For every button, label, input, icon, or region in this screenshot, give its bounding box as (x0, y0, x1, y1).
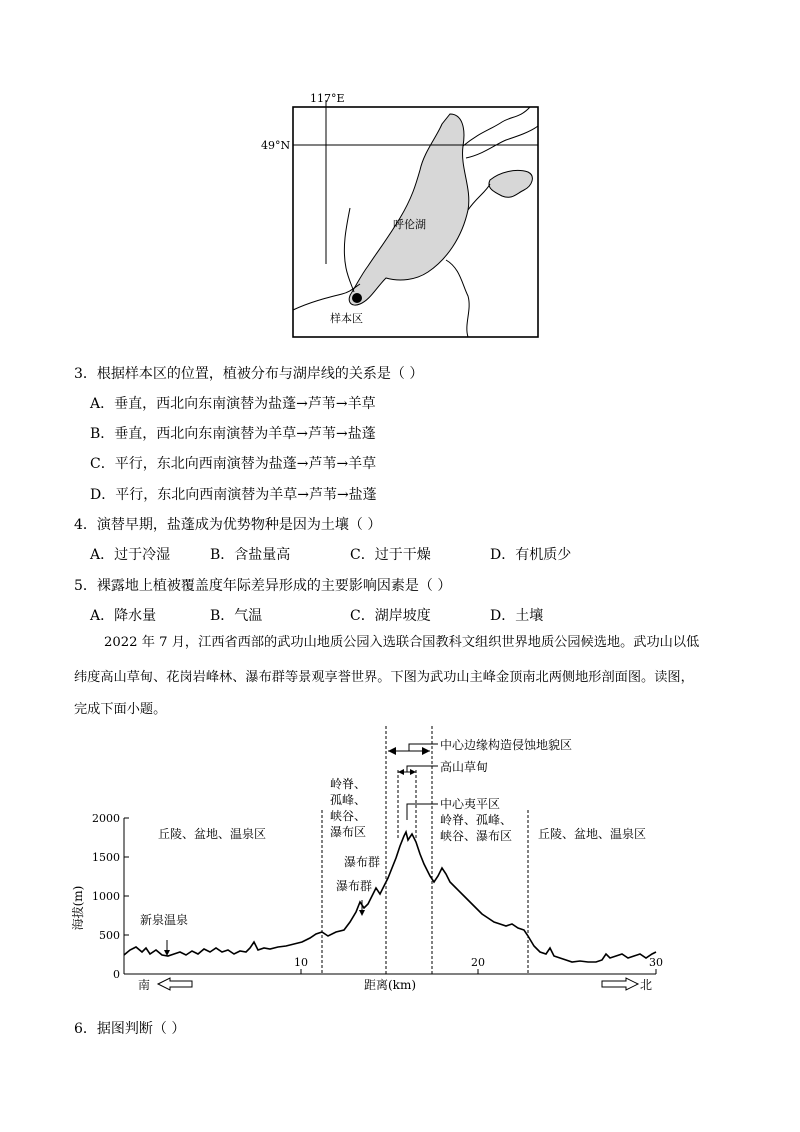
passage-line-3: 完成下面小题。 (74, 702, 167, 717)
q4-option-a: A．过于冷湿 (90, 547, 171, 563)
y-ticks (124, 818, 129, 935)
q5-option-d: D．土壤 (490, 608, 544, 624)
lat-label: 49°N (261, 139, 291, 152)
waterfall-arrowhead (359, 910, 365, 916)
q5-option-b: B．气温 (210, 608, 263, 624)
north-label: 北 (640, 978, 653, 992)
passage-line-1: 2022 年 7 月，江西省西部的武功山地质公园入选联合国教科文组织世界地质公园候选地。武功山以低 (104, 635, 700, 650)
q6-stem: 6．据图判断（ ） (74, 1021, 186, 1037)
q3-option-c: C．平行，东北向西南演替为盐蓬→芦苇→羊草 (90, 456, 377, 472)
zone-ridge-right-2: 峡谷、瀑布区 (440, 829, 513, 843)
meadow-arrow-left (398, 769, 404, 775)
hulun-lake-map (250, 88, 580, 348)
q5-option-a: A．降水量 (90, 608, 157, 624)
x-axis-label: 距离(km) (363, 978, 417, 992)
zone-ridge-left-2: 孤峰、 (330, 793, 367, 807)
zone-ridge-left-4: 瀑布区 (330, 825, 367, 839)
center-margin-arrow-right (422, 747, 430, 755)
river-nw (344, 208, 354, 292)
q4-option-c: C．过于干燥 (350, 547, 431, 563)
q3-stem: 3．根据样本区的位置，植被分布与湖岸线的关系是（ ） (74, 366, 424, 382)
zone-ridge-right-1: 岭脊、孤峰、 (440, 813, 513, 827)
q3-option-b: B．垂直，西北向东南演替为羊草→芦苇→盐蓬 (90, 426, 376, 442)
q5-stem: 5．裸露地上植被覆盖度年际差异形成的主要影响因素是（ ） (74, 578, 452, 594)
q4-option-d: D．有机质少 (490, 547, 572, 563)
sample-dot (352, 293, 362, 303)
x-ticks (301, 969, 656, 974)
waterfall-label-2: 瀑布群 (336, 879, 373, 893)
q5-option-c: C．湖岸坡度 (350, 608, 431, 624)
x-tick-10: 10 (294, 956, 308, 969)
lake-shape (349, 114, 469, 305)
center-flat-leader (407, 804, 438, 820)
sample-label: 样本区 (330, 312, 363, 325)
small-lake-shape (489, 170, 532, 197)
y-tick-1000: 1000 (92, 890, 120, 903)
south-arrow (158, 978, 192, 990)
elevation-profile-line (124, 832, 656, 962)
north-arrow (602, 978, 638, 990)
x-tick-30: 30 (649, 956, 663, 969)
terrain-profile (60, 718, 700, 1000)
zone-ridge-left-3: 峡谷、 (330, 809, 367, 823)
q4-stem: 4．演替早期，盐蓬成为优势物种是因为土壤（ ） (74, 517, 382, 533)
meadow-arrow-right (410, 769, 416, 775)
y-tick-0: 0 (113, 968, 120, 981)
south-label: 南 (138, 978, 151, 992)
zone-right-label: 丘陵、盆地、温泉区 (538, 827, 647, 841)
q3-option-a: A．垂直，西北向东南演替为盐蓬→芦苇→羊草 (90, 396, 376, 412)
x-tick-20: 20 (471, 956, 485, 969)
center-margin-label: 中心边缘构造侵蚀地貌区 (440, 738, 573, 752)
hot-spring-label: 新泉温泉 (140, 913, 189, 927)
q3-option-d: D．平行，东北向西南演替为羊草→芦苇→盐蓬 (90, 487, 377, 503)
passage-line-2: 纬度高山草甸、花岗岩峰林、瀑布群等景观享誉世界。下图为武功山主峰金顶南北两侧地形剖面图。读图， (74, 670, 694, 685)
river-ne-2 (466, 126, 538, 158)
river-ne (463, 107, 530, 146)
lon-label: 117°E (310, 92, 345, 105)
river-east (468, 184, 490, 210)
y-tick-1500: 1500 (92, 851, 120, 864)
y-axis-label: 海拔(m) (71, 885, 85, 931)
waterfall-label-1: 瀑布群 (344, 855, 381, 869)
center-flat-label: 中心夷平区 (440, 797, 501, 811)
y-tick-500: 500 (99, 929, 120, 942)
river-south (446, 260, 469, 337)
y-tick-2000: 2000 (92, 812, 120, 825)
zone-left-label: 丘陵、盆地、温泉区 (158, 827, 267, 841)
center-margin-arrow-left (388, 747, 396, 755)
q4-option-b: B．含盐量高 (210, 547, 291, 563)
zone-ridge-left-1: 岭脊、 (330, 777, 367, 791)
meadow-label: 高山草甸 (440, 760, 489, 774)
lake-label: 呼伦湖 (393, 218, 426, 231)
zone-boundaries (322, 726, 528, 974)
